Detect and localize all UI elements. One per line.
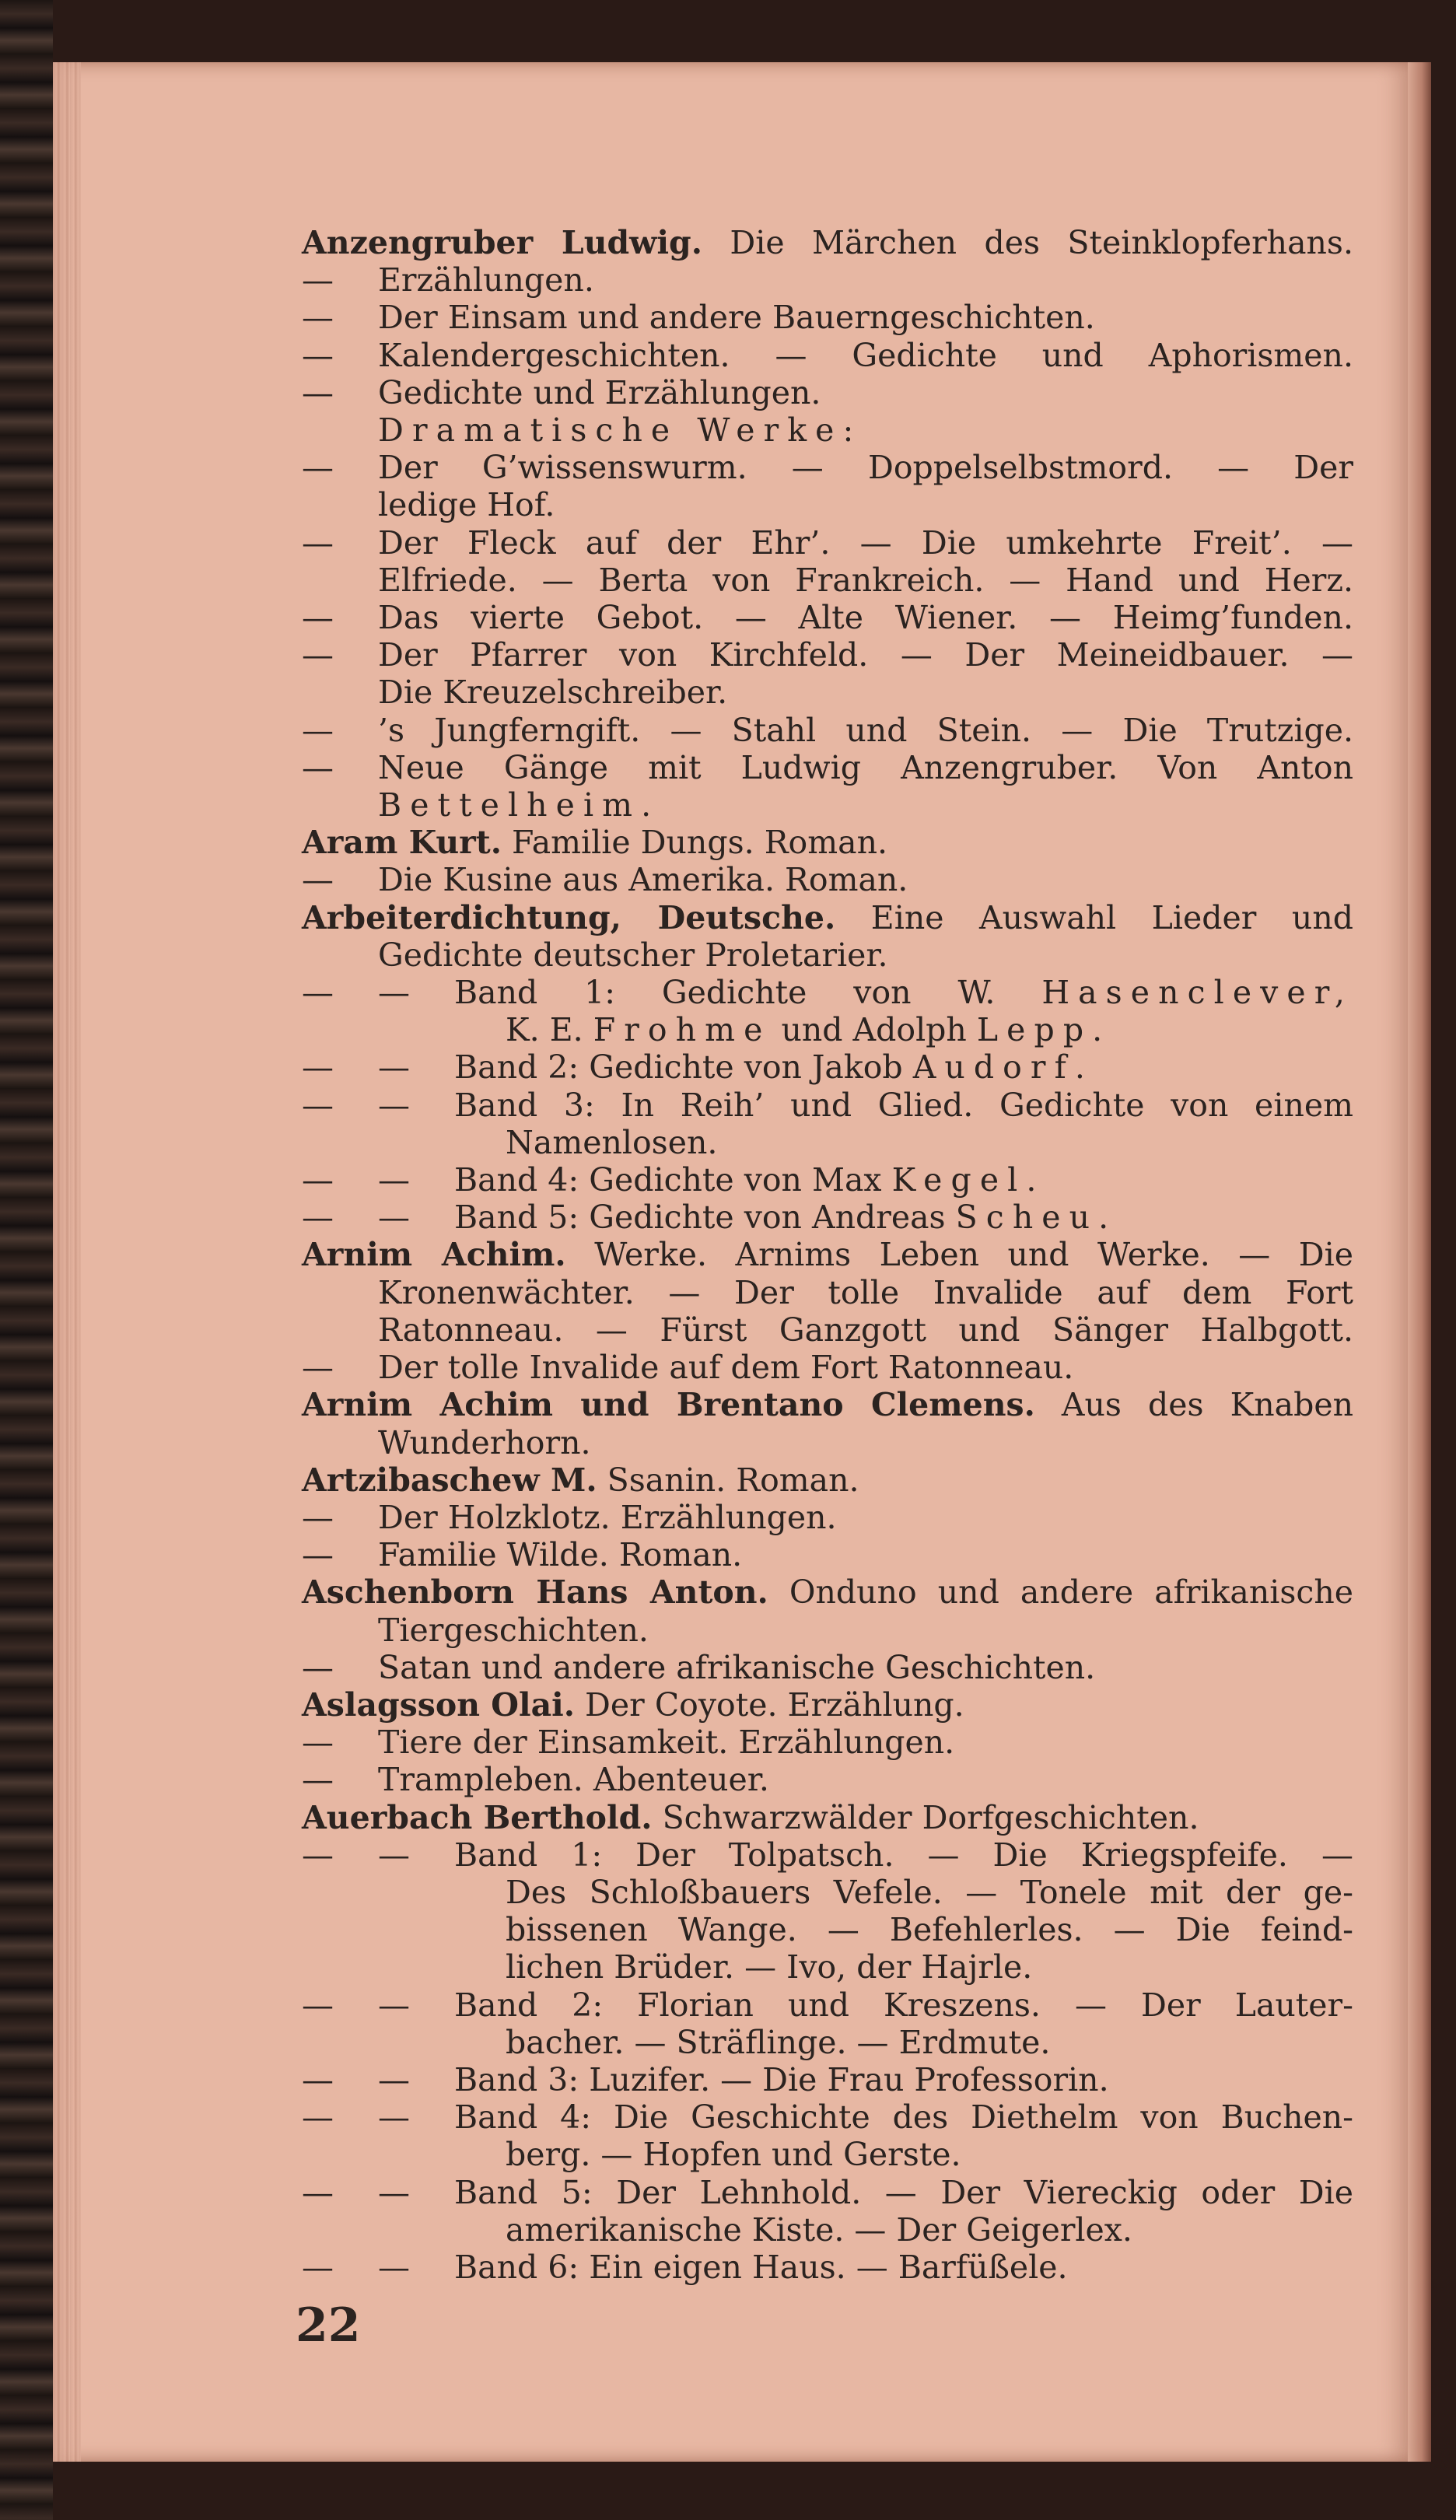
list-item: — Tiere der Einsamkeit. Erzählungen. <box>302 1724 955 1762</box>
author-name: Arnim Achim und Brentano Clemens. <box>302 1386 1035 1424</box>
book-binding <box>0 0 53 2520</box>
author-name: Anzengruber Ludwig. <box>302 224 702 261</box>
list-item: — Der Einsam und andere Bauerngeschichten. <box>302 299 1095 337</box>
page-right-edge <box>1408 62 1431 2462</box>
list-item: — — Band 6: Ein eigen Haus. — Barfüßele. <box>302 2248 1068 2286</box>
entry-aschenborn: Aschenborn Hans Anton. Onduno und andere afrikanische Tiergeschichten. <box>302 1573 1354 1649</box>
page-stack-edges <box>53 62 81 2462</box>
list-item: — Der Holzklotz. Erzählungen. <box>302 1498 837 1536</box>
list-item: — — Band 5: Der Lehnhold. — Der Viereckig oder Die amerikanische Kiste. — Der Geigerlex. <box>302 2173 1353 2249</box>
entry-aram: Aram Kurt. Familie Dungs. Roman. <box>302 824 888 862</box>
author-name: Auerbach Berthold. <box>302 1798 653 1836</box>
list-item: — — Band 2: Florian und Kreszens. — Der Lauter- bacher. — Sträflinge. — Erdmute. <box>302 1986 1353 2061</box>
list-item: — — Band 4: Die Geschichte des Diethelm von Buchen- berg. — Hopfen und Gerste. <box>302 2098 1353 2174</box>
author-name: Aschenborn Hans Anton. <box>302 1573 768 1612</box>
list-item: — Neue Gänge mit Ludwig Anzengruber. Von Anton Bettelheim. <box>302 748 1353 824</box>
section-heading: Dramatische Werke: <box>378 411 863 450</box>
list-item: — Die Kusine aus Amerika. Roman. <box>302 861 908 899</box>
entry-aslagsson: Aslagsson Olai. Der Coyote. Erzählung. <box>302 1685 964 1724</box>
list-item: — — Band 3: Luzifer. — Die Frau Professorin. <box>302 2060 1109 2098</box>
list-item: — Das vierte Gebot. — Alte Wiener. — Heimg’funden. <box>302 599 1353 637</box>
entry-arbeiterdichtung: Arbeiterdichtung, Deutsche. Eine Auswahl Lieder und Gedichte deutscher Proletarier. <box>302 898 1353 974</box>
list-item: — ’s Jungferngift. — Stahl und Stein. — Die Trutzige. <box>302 711 1353 749</box>
entry-arnim: Arnim Achim. Werke. Arnims Leben und Werke. — Die Kronenwächter. — Der tolle Invalide auf dem Fort Ratonneau. — Fürst Ganzgott und Sänger Halbgott. <box>302 1236 1353 1349</box>
author-name: Arbeiterdichtung, Deutsche. <box>302 898 836 936</box>
author-name: Aslagsson Olai. <box>302 1685 576 1724</box>
list-item: — Der Pfarrer von Kirchfeld. — Der Meineidbauer. — Die Kreuzelschreiber. <box>302 636 1353 712</box>
list-item: — Der Fleck auf der Ehr’. — Die umkehrte Freit’. — Elfriede. — Berta von Frankreich. — Hand und Herz. <box>302 523 1353 599</box>
author-name: Aram Kurt. <box>302 824 502 862</box>
author-name: Arnim Achim. <box>302 1236 566 1274</box>
list-item: — Gedichte und Erzählungen. <box>302 373 821 411</box>
entry-arnim-brentano: Arnim Achim und Brentano Clemens. Aus des Knaben Wunderhorn. <box>302 1386 1353 1461</box>
page-number: 22 <box>296 2298 361 2353</box>
catalog-listing <box>302 224 1353 2286</box>
list-item: — — Band 1: Gedichte von W. Hasenclever, K. E. Frohme und Adolph Lepp. <box>302 974 1353 1049</box>
list-item: — Familie Wilde. Roman. <box>302 1536 743 1574</box>
list-item: — — Band 4: Gedichte von Max Kegel. <box>302 1161 1037 1199</box>
author-name: Artzibaschew M. <box>302 1461 597 1499</box>
entry-auerbach: Auerbach Berthold. Schwarzwälder Dorfgeschichten. <box>302 1798 1199 1836</box>
entry-artzibaschew: Artzibaschew M. Ssanin. Roman. <box>302 1461 859 1499</box>
list-item: — Der tolle Invalide auf dem Fort Ratonneau. <box>302 1349 1074 1387</box>
list-item: — — Band 3: In Reih’ und Glied. Gedichte von einem Namenlosen. <box>302 1086 1353 1161</box>
list-item: — Trampleben. Abenteuer. <box>302 1761 769 1799</box>
list-item: — — Band 2: Gedichte von Jakob Audorf. <box>302 1048 1085 1087</box>
list-item: — — Band 1: Der Tolpatsch. — Die Kriegspfeife. — Des Schloßbauers Vefele. — Tonele mit der ge- bissenen Wange. — Befehlerles. — Die feind- lichen Brüder. — Ivo, der Hajrle. <box>302 1836 1353 1986</box>
list-item: — Kalendergeschichten. — Gedichte und Aphorismen. <box>302 336 1353 374</box>
list-item: — Der G’wissenswurm. — Doppelselbstmord. — Der ledige Hof. <box>302 449 1353 524</box>
entry-anzengruber: Anzengruber Ludwig. Die Märchen des Steinklopferhans. <box>302 224 1353 261</box>
list-item: — — Band 5: Gedichte von Andreas Scheu. <box>302 1199 1109 1237</box>
list-item: — Satan und andere afrikanische Geschichten. <box>302 1648 1096 1686</box>
list-item: — Erzählungen. <box>302 261 594 299</box>
